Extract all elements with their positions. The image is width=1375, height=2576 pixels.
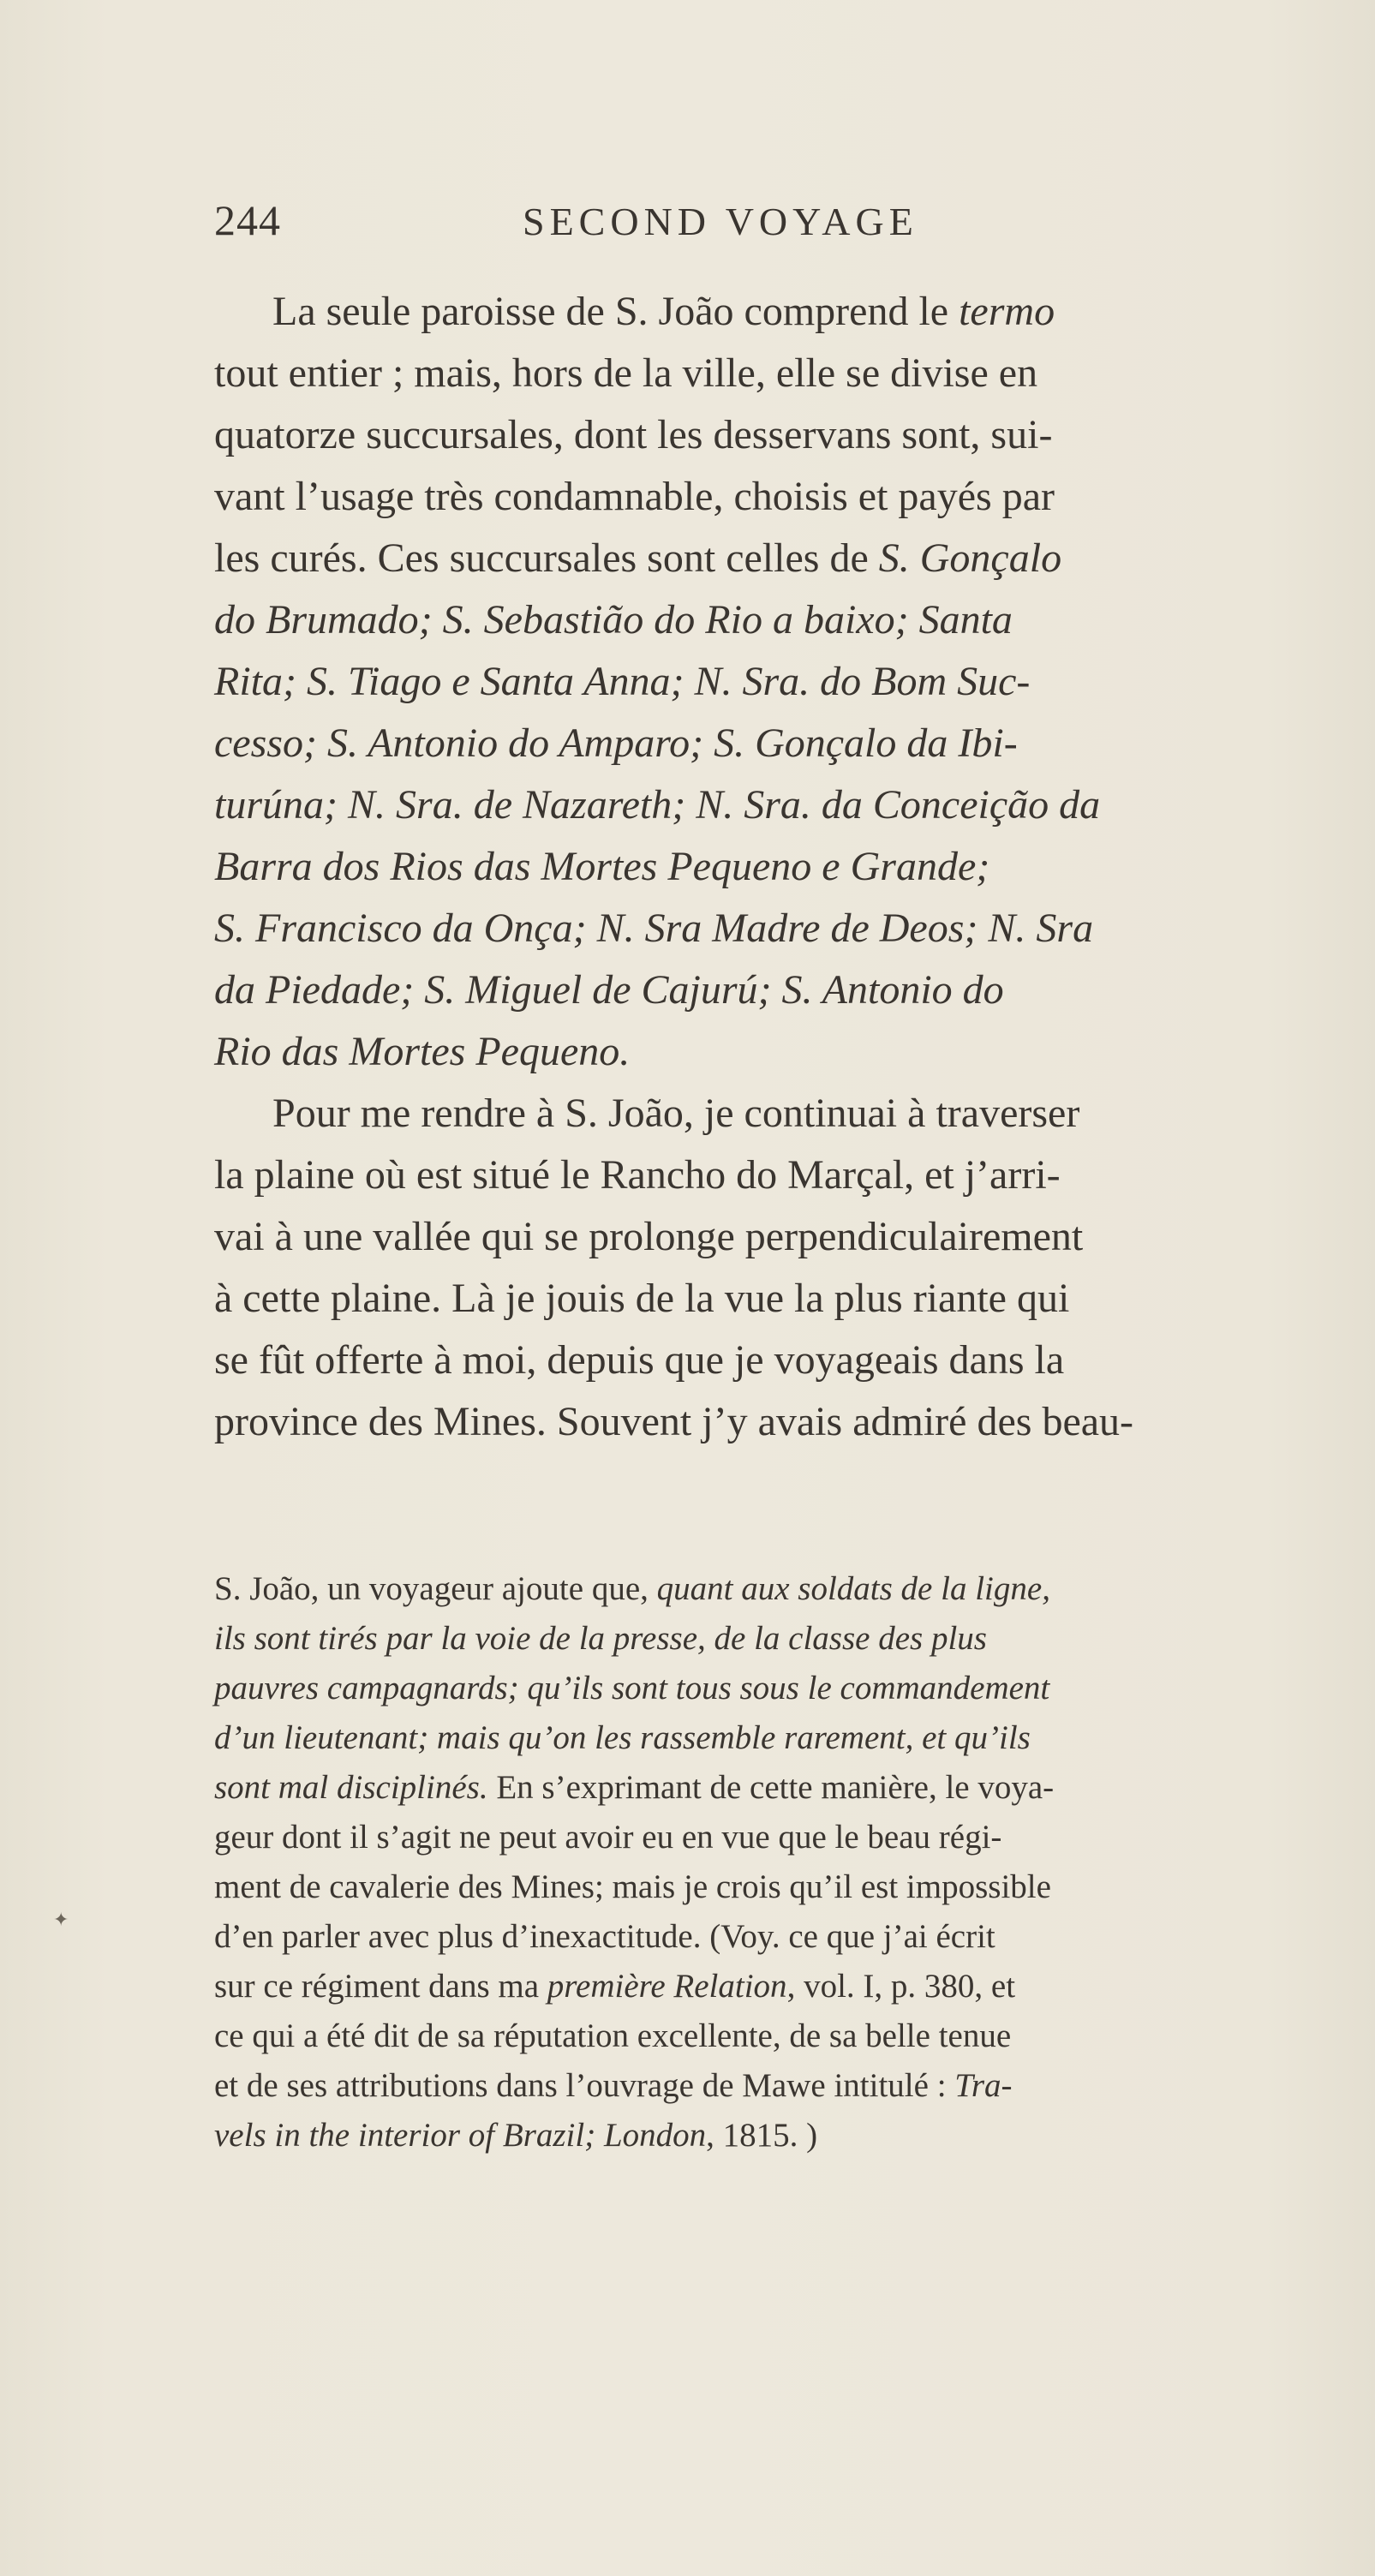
running-title: SECOND VOYAGE [523,200,918,243]
text-line: La seule paroisse de S. João comprend le termo [272,289,1055,334]
text-line: à cette plaine. Là je jouis de la vue la plus riante qui [214,1276,1070,1321]
footnote-line: ils sont tirés par la voie de la presse, de la classe des plus [214,1620,987,1657]
text-line: Barra dos Rios das Mortes Pequeno e Grande; [214,844,990,889]
footnote-line: sur ce régiment dans ma première Relation, vol. I, p. 380, et [214,1968,1016,2005]
footnote-line: sont mal disciplinés. En s’exprimant de cette manière, le voya- [214,1769,1055,1806]
footnote-line: d’en parler avec plus d’inexactitude. (Voy. ce que j’ai écrit [214,1918,995,1955]
footnote-line: pauvres campagnards; qu’ils sont tous sous le commandement [214,1670,1050,1706]
text-line: Pour me rendre à S. João, je continuai à traverser [272,1091,1080,1136]
text-line: la plaine où est situé le Rancho do Marçal, et j’arri- [214,1152,1061,1198]
footnote-line: S. João, un voyageur ajoute que, quant aux soldats de la ligne, [214,1570,1050,1607]
footnote-line: et de ses attributions dans l’ouvrage de Mawe intitulé : Tra- [214,2067,1013,2104]
text-line: Rita; S. Tiago e Santa Anna; N. Sra. do Bom Suc- [214,659,1031,704]
page-number: 244 [214,196,281,244]
text-line: les curés. Ces succursales sont celles de S. Gonçalo [214,535,1062,581]
text-line: da Piedade; S. Miguel de Cajurú; S. Antonio do [214,967,1004,1013]
footnote-line: ce qui a été dit de sa réputation excellente, de sa belle tenue [214,2017,1012,2054]
footnote-line: d’un lieutenant; mais qu’on les rassemble rarement, et qu’ils [214,1719,1031,1756]
text-line: vant l’usage très condamnable, choisis et payés par [214,474,1055,519]
text-line: province des Mines. Souvent j’y avais admiré des beau- [214,1399,1134,1444]
text-line: quatorze succursales, dont les desservans sont, sui- [214,412,1053,457]
text-line: Rio das Mortes Pequeno. [214,1029,631,1074]
text-line: vai à une vallée qui se prolonge perpendiculairement [214,1214,1084,1259]
margin-mark-icon: ✦ [53,1909,69,1930]
text-line: cesso; S. Antonio do Amparo; S. Gonçalo da Ibi- [214,720,1018,766]
text-line: tout entier ; mais, hors de la ville, elle se divise en [214,350,1038,396]
footnote-line: geur dont il s’agit ne peut avoir eu en vue que le beau régi- [214,1819,1002,1856]
page-header [214,195,1345,264]
text-line: se fût offerte à moi, depuis que je voyageais dans la [214,1337,1065,1383]
footnote-line: ment de cavalerie des Mines; mais je crois qu’il est impossible [214,1868,1051,1905]
text-line: turúna; N. Sra. de Nazareth; N. Sra. da Conceição da [214,782,1101,828]
footnote-line: vels in the interior of Brazil; London, 1815. ) [214,2117,818,2154]
text-line: S. Francisco da Onça; N. Sra Madre de Deos; N. Sra [214,905,1094,951]
text-line: do Brumado; S. Sebastião do Rio a baixo; Santa [214,597,1013,643]
